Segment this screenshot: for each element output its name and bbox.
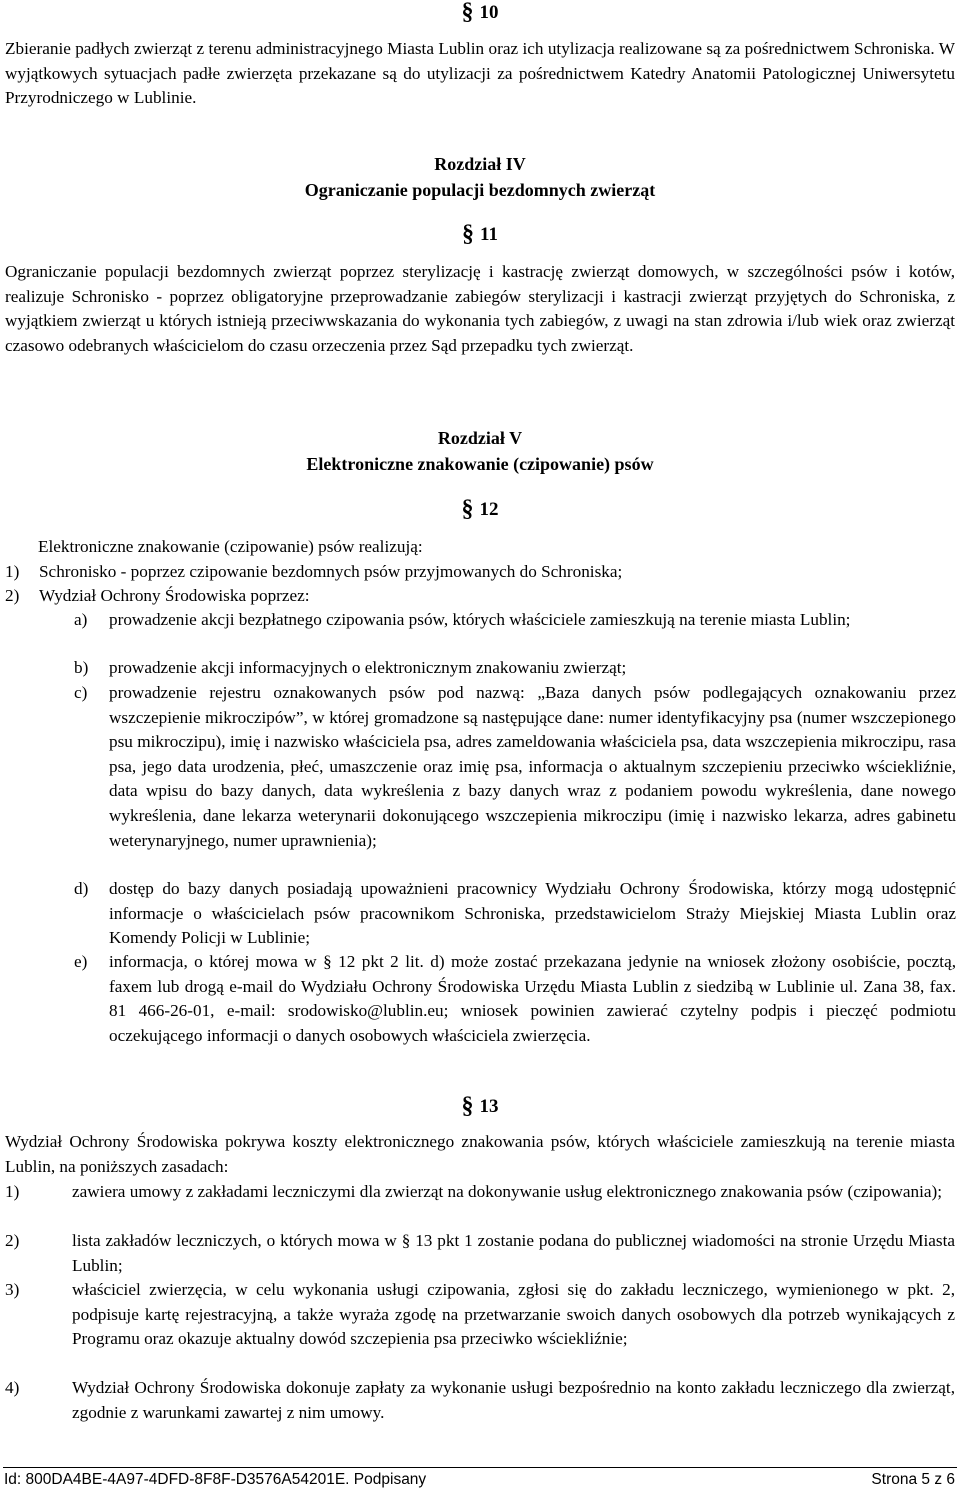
section-10-paragraph: Zbieranie padłych zwierząt z terenu administracyjnego Miasta Lublin oraz ich utylizacja realizowane są za pośrednictwem Schroniska. W wyjątkowych sytuacjach padłe zwierzęta przekazane są do utylizacji za pośrednictwem Katedry Anatomii Patologicznej Uniwersytetu Przyrodniczego w Lublinie. [5,39,955,108]
sub-list-item: d) dostęp do bazy danych posiadają upoważnieni pracownicy Wydziału Ochrony Środowiska, którzy mogą udostępnić informacje o właścicielach psów pracownikom Schroniska, przedstawicielom Straży Miejskiej Miasta Lublin oraz Komendy Policji w Lublinie; [74,879,956,948]
list-item: 1) Schronisko - poprzez czipowanie bezdomnych psów przyjmowanych do Schroniska; [5,562,623,581]
list-item: 3) właściciel zwierzęcia, w celu wykonania usługi czipowania, zgłosi się do zakładu leczniczego, wymienionego w pkt. 2, podpisuje kartę rejestracyjną, a także wyraża zgodę na przetwarzanie swoich danych osobowych dla potrzeb wynikających z Programu oraz okazuje aktualny dowód szczepienia psa przeciwko wściekliźnie; [5,1280,955,1349]
section-11-paragraph: Ograniczanie populacji bezdomnych zwierząt poprzez sterylizację i kastrację zwierząt domowych, w szczególności psów i kotów, realizuje Schronisko - poprzez obligatoryjne przeprowadzanie zabiegów sterylizacji i kastracji zwierząt przyjętych do Schroniska, z wyjątkiem zwierząt u których istnieją przeciwwskazania do wykonania tych zabiegów, z uwagi na stan zdrowia i/lub wiek oraz zwierząt czasowo odebranych właścicielom do czasu orzeczenia przez Sąd przepadku tych zwierząt. [5,262,955,355]
section-10-heading: § 10 [461,0,499,25]
list-item: 1) zawiera umowy z zakładami leczniczymi dla zwierząt na dokonywanie usług elektronicznego znakowania psów (czipowania); [5,1182,942,1201]
document-id: Id: 800DA4BE-4A97-4DFD-8F8F-D3576A54201E. Podpisany [4,1471,427,1488]
section-11-heading: § 11 [462,221,498,247]
chapter-5-subtitle: Elektroniczne znakowanie (czipowanie) psów [306,454,654,474]
sub-list-item: b) prowadzenie akcji informacyjnych o elektronicznym znakowaniu zwierząt; [74,658,627,677]
section-12-heading: § 12 [461,496,499,522]
list-item: 2) Wydział Ochrony Środowiska poprzez: [5,586,310,605]
chapter-5-title: Rozdział V [437,428,523,448]
section-13-heading: § 13 [461,1093,499,1119]
sub-list-item: e) informacja, o której mowa w § 12 pkt 2 lit. d) może zostać przekazana jedynie na wniosek złożony osobiście, pocztą, faxem lub drogą e-mail do Wydziału Ochrony Środowiska Urzędu Miasta Lublin z siedzibą w Lublinie ul. Zana 38, fax. 81 466-26-01, e-mail: srodowisko@lublin.eu; wniosek powinien zawierać czytelny podpis i pieczęć podmiotu oczekującego informacji o danych osobowych właściciela zwierzęcia. [74,952,956,1045]
chapter-4-title: Rozdział IV [434,154,526,174]
footer-divider [3,1467,957,1468]
list-item: 2) lista zakładów leczniczych, o których mowa w § 13 pkt 1 zostanie podana do publicznej wiadomości na stronie Urzędu Miasta Lublin; [5,1231,955,1275]
section-13-lead: Wydział Ochrony Środowiska pokrywa koszty elektronicznego znakowania psów, których właściciele zamieszkują na terenie miasta Lublin, na poniższych zasadach: [5,1132,955,1176]
page-number: Strona 5 z 6 [871,1471,955,1488]
section-12-lead: Elektroniczne znakowanie (czipowanie) psów realizują: [38,537,423,556]
list-item: 4) Wydział Ochrony Środowiska dokonuje zapłaty za wykonanie usługi bezpośrednio na konto zakładu leczniczego dla zwierząt, zgodnie z warunkami zawartej z nim umowy. [5,1378,955,1422]
sub-list-item: c) prowadzenie rejestru oznakowanych psów pod nazwą: „Baza danych psów podlegających oznakowaniu przez wszczepienie mikroczipów”, w której gromadzone są następujące dane: numer identyfikacyjny psa (numer wszczepionego psu mikroczipu), imię i nazwisko właściciela psa, adres zameldowania właściciela psa, data wszczepienia mikroczipu, rasa psa, jego data urodzenia, płeć, umaszczenie oraz imię psa, informacja o aktualnym szczepieniu przeciwko wściekliźnie, data wpisu do bazy danych, data wykreślenia z bazy danych wraz z podaniem powodu wykreślenia, dane nowego wykreślenia, dane lekarza weterynarii dokonującego wszczepienia mikroczipu (imię i nazwisko lekarza, adres gabinetu weterynaryjnego, numer uprawnienia); [74,683,956,850]
chapter-4-subtitle: Ograniczanie populacji bezdomnych zwierząt [304,180,656,200]
sub-list-item: a) prowadzenie akcji bezpłatnego czipowania psów, których właściciele zamieszkują na terenie miasta Lublin; [74,610,851,629]
